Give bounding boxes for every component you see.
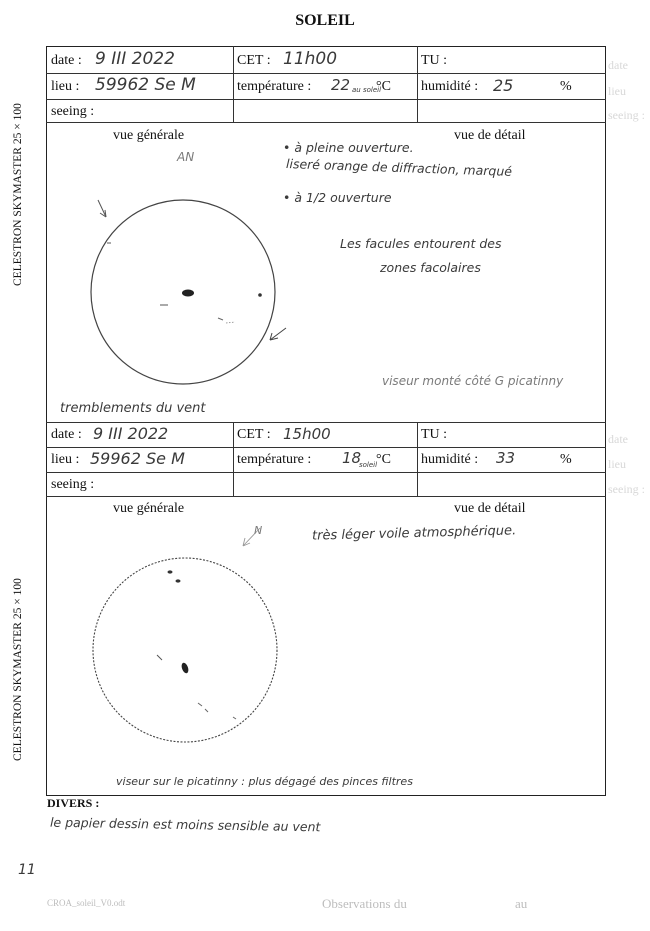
obs2-seeing-label: seeing : [51, 477, 95, 492]
row-divider [46, 472, 606, 473]
obs1-facula-mark [226, 322, 235, 323]
section-divider [46, 422, 606, 423]
obs2-sunspot-north-2 [176, 579, 181, 582]
row-divider [46, 447, 606, 448]
obs2-date-label: date : [51, 427, 82, 442]
obs2-facula-mark [198, 703, 202, 706]
row-divider [46, 122, 606, 123]
footer-au: au [515, 896, 528, 911]
obs2-hum-label: humidité : [421, 452, 479, 467]
obs2-facula-mark [205, 709, 208, 712]
ghost-lieu-text-2: lieu [608, 457, 626, 471]
obs1-temp-unit: °C [376, 79, 391, 94]
obs2-sun-drawing [60, 510, 300, 760]
footer-file-name: CROA_soleil_V0.odt [47, 898, 126, 908]
divers-label: DIVERS : [47, 796, 100, 810]
footer-observations-du: Observations du [322, 896, 407, 911]
obs2-cet-value: 15h00 [283, 425, 331, 443]
obs1-tu-label: TU : [421, 53, 448, 68]
ghost-lieu-text: lieu [608, 84, 626, 98]
obs1-cet-value: 11h00 [283, 49, 338, 69]
obs1-date-label: date : [51, 53, 82, 68]
obs2-vue-generale: vue générale [113, 501, 185, 516]
obs2-sunspot-north [168, 570, 173, 573]
obs1-note-line3: • à 1/2 ouverture [283, 190, 392, 205]
obs1-cet-label: CET : [237, 53, 271, 68]
obs1-north-mark: AN [177, 150, 195, 164]
ghost-seeing-text: seeing : [608, 108, 645, 122]
obs2-temp-value: 18 [342, 449, 362, 467]
obs1-note-line6: viseur monté côté G picatinny [382, 374, 564, 388]
obs1-note-line2: liseré orange de diffraction, marqué [285, 156, 513, 179]
divers-mark: 11 [18, 862, 36, 878]
obs1-sunspot-main [182, 290, 194, 297]
obs2-temp-label: température : [237, 452, 312, 467]
obs2-temp-note: soleil [359, 461, 378, 469]
obs1-vue-detail: vue de détail [454, 128, 526, 143]
obs1-date-value: 9 III 2022 [95, 49, 175, 69]
obs2-north-mark: N [254, 524, 263, 537]
page-title: SOLEIL [295, 12, 355, 29]
obs2-temp-unit: °C [376, 452, 391, 467]
obs2-note-line2: viseur sur le picatinny : plus dégagé des pinces filtres [116, 775, 413, 788]
obs1-sunspot-east [258, 293, 262, 297]
col-divider [233, 46, 234, 122]
ghost-date-text: date [608, 58, 628, 72]
row-divider [46, 496, 606, 497]
ghost-seeing-text-2: seeing : [608, 482, 645, 496]
obs2-date-value: 9 III 2022 [93, 424, 169, 443]
obs2-sunspot-main [180, 662, 189, 674]
row-divider [46, 99, 606, 100]
obs1-hum-value: 25 [493, 76, 514, 95]
obs2-sun-disc [93, 558, 277, 742]
obs1-note-line1: • à pleine ouverture. [283, 140, 414, 155]
instrument-label-bottom: CELESTRON SKYMASTER 25 × 100 [12, 578, 24, 761]
obs1-temp-note: au soleil [352, 86, 382, 94]
obs1-facula-mark [218, 318, 223, 320]
divers-note: le papier dessin est moins sensible au vent [49, 814, 321, 835]
obs2-hum-value: 33 [496, 449, 516, 467]
col-divider [233, 422, 234, 496]
obs1-hum-unit: % [560, 79, 572, 94]
obs1-hum-label: humidité : [421, 79, 479, 94]
obs1-lieu-value: 59962 Se M [95, 75, 196, 95]
obs1-sun-drawing [60, 140, 320, 430]
obs1-temp-value: 22 [331, 76, 351, 94]
obs2-cet-label: CET : [237, 427, 271, 442]
obs2-lieu-value: 59962 Se M [90, 449, 185, 468]
obs1-vue-generale: vue générale [113, 128, 185, 143]
col-divider [417, 422, 418, 496]
obs1-seeing-label: seeing : [51, 104, 95, 119]
obs2-lieu-label: lieu : [51, 452, 80, 467]
ghost-date-text-2: date [608, 432, 628, 446]
obs1-note-line7: tremblements du vent [60, 401, 206, 416]
obs2-note-line1: très léger voile atmosphérique. [311, 523, 517, 544]
obs2-hum-unit: % [560, 452, 572, 467]
obs1-lieu-label: lieu : [51, 79, 80, 94]
obs2-facula-mark [233, 717, 236, 719]
col-divider [417, 46, 418, 122]
instrument-label-top: CELESTRON SKYMASTER 25 × 100 [12, 103, 24, 286]
obs1-note-line5: zones facolaires [380, 260, 481, 275]
row-divider [46, 73, 606, 74]
obs1-note-line4: Les facules entourent des [340, 236, 502, 251]
obs1-temp-label: température : [237, 79, 312, 94]
obs2-vue-detail: vue de détail [454, 501, 526, 516]
obs2-tu-label: TU : [421, 427, 448, 442]
obs2-facula-mark [157, 655, 162, 660]
